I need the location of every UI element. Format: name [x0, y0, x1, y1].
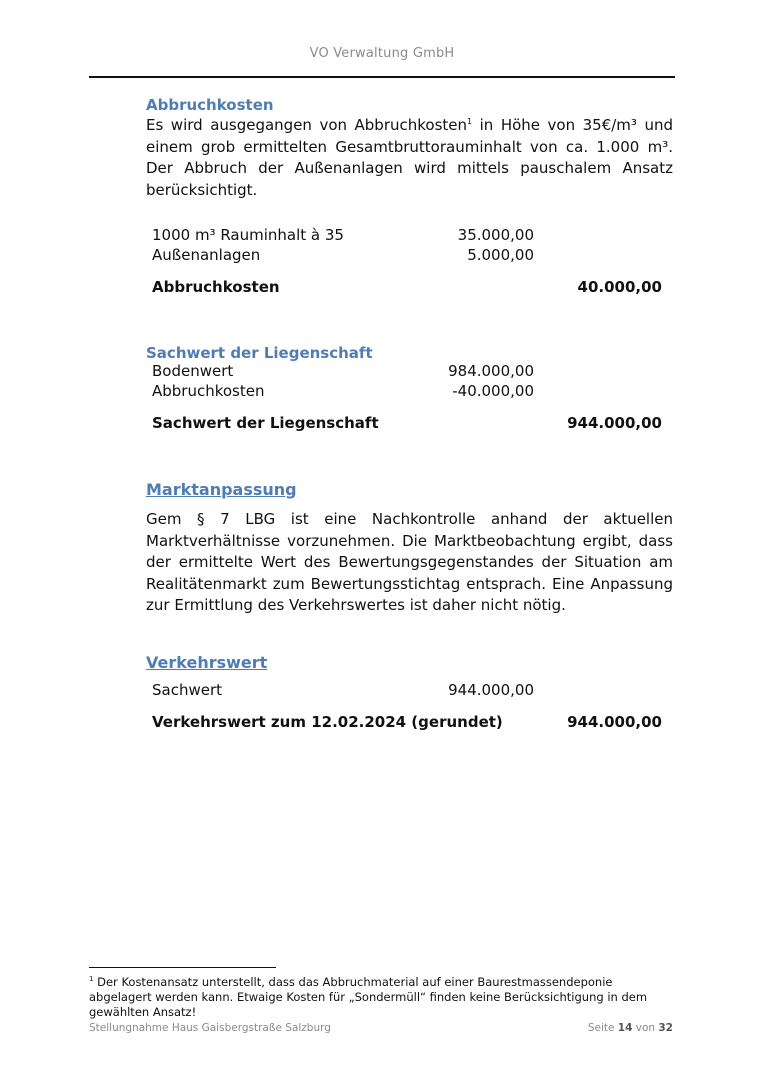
- total-value: 944.000,00: [567, 414, 662, 432]
- row-label: Sachwert: [152, 681, 223, 699]
- total-row: [152, 414, 664, 434]
- section-marktanpassung: [146, 479, 673, 617]
- table-row: [152, 246, 664, 266]
- header-divider: [89, 76, 675, 78]
- section-abbruchkosten: [146, 95, 673, 201]
- total-label: Abbruchkosten: [152, 278, 280, 296]
- total-value: 40.000,00: [577, 278, 662, 296]
- page-total: 32: [658, 1022, 673, 1034]
- table-row: [152, 681, 664, 701]
- row-amount: 984.000,00: [448, 362, 534, 380]
- section-sachwert: [146, 343, 673, 363]
- table-row: [152, 362, 664, 382]
- footnote-number: 1: [89, 975, 94, 984]
- page-current: 14: [617, 1022, 633, 1034]
- header-company: VO Verwaltung GmbH: [309, 46, 455, 61]
- footnote-reference[interactable]: 1: [467, 117, 473, 126]
- sachwert-heading: Sachwert der Liegenschaft: [146, 344, 373, 362]
- section-verkehrswert: [146, 652, 673, 674]
- total-row: [152, 713, 664, 733]
- abbruchkosten-paragraph: Es wird ausgegangen von Abbruchkosten$^1$ in Höhe von 35€/m³ und einem grob ermittelten Gesamtbruttorauminhalt von ca. 1.000 m³. Der Abbruch der Außenanlagen wird mittels pauschalem Ansatz berücksichtigt.: [146, 116, 673, 199]
- footnote: [89, 975, 675, 1020]
- footer-document-title: Stellungnahme Haus Gaisbergstraße Salzburg: [89, 1022, 331, 1034]
- abbruchkosten-heading: Abbruchkosten: [146, 96, 274, 114]
- row-amount: 35.000,00: [457, 226, 534, 244]
- verkehrswert-heading: Verkehrswert: [146, 653, 268, 672]
- total-row: [152, 278, 664, 298]
- row-label: Bodenwert: [152, 362, 234, 380]
- row-label: Außenanlagen: [152, 246, 261, 264]
- marktanpassung-heading: Marktanpassung: [146, 480, 297, 499]
- row-label: Abbruchkosten: [152, 382, 265, 400]
- row-label: 1000 m³ Rauminhalt à 35: [152, 226, 344, 244]
- table-row: [152, 226, 664, 246]
- total-label: Sachwert der Liegenschaft: [152, 414, 379, 432]
- row-amount: 944.000,00: [448, 681, 534, 699]
- footer-page-number: Seite 14 von 32: [587, 1022, 673, 1034]
- footnote-divider: [89, 967, 276, 968]
- row-amount: -40.000,00: [452, 382, 534, 400]
- total-label: Verkehrswert zum 12.02.2024 (gerundet): [152, 713, 503, 731]
- table-row: [152, 382, 664, 402]
- footnote-text: Der Kostenansatz unterstellt, dass das Abbruchmaterial auf einer Baurestmassendeponie abgelagert werden kann. Etwaige Kosten für „Sondermüll“ finden keine Berücksichtigung in dem gewählten Ansatz!: [89, 975, 648, 1019]
- marktanpassung-paragraph: Gem § 7 LBG ist eine Nachkontrolle anhand der aktuellen Marktverhältnisse vorzunehmen. Die Marktbeobachtung ergibt, dass der ermittelte Wert des Bewertungsgegenstandes der Situation am Realitätenmarkt zum Bewertungsstichtag entsprach. Eine Anpassung zur Ermittlung des Verkehrswertes ist daher nicht nötig.: [146, 510, 673, 614]
- row-amount: 5.000,00: [467, 246, 534, 264]
- total-value: 944.000,00: [567, 713, 662, 731]
